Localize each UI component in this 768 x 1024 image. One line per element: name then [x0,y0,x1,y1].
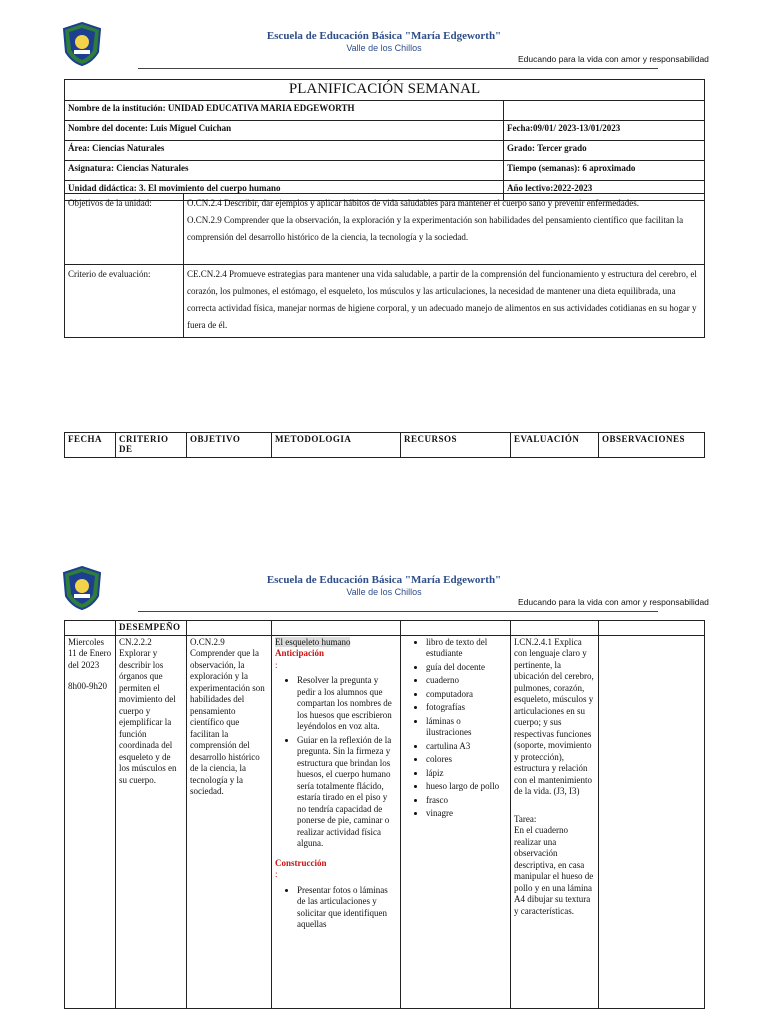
list-item: • Presentar fotos o láminas de las articulaciones y solicitar que identifiquen aquellas [297,885,397,931]
resources-list [404,637,507,820]
col-evaluacion: EVALUACIÓN [511,433,599,458]
col-objetivo: OBJETIVO [187,433,272,458]
col-fecha: FECHA [65,433,116,458]
col-recursos: RECURSOS [401,433,511,458]
school-motto: Educando para la vida con amor y responsabilidad [518,54,709,64]
list-item: • lápiz [426,768,507,780]
col-metodologia: METODOLOGIA [272,433,401,458]
cont-header-empty-6 [599,621,705,636]
cont-header-empty-5 [511,621,599,636]
school-name-page2: Escuela de Educación Básica "María Edgeworth" [266,574,502,586]
construccion-colon: : [275,869,278,879]
unit-cell: Unidad didáctica: 3. El movimiento del cuerpo humano [65,181,504,201]
objective-1: O.CN.2.4 Describir, dar ejemplos y aplicar hábitos de vida saludables para mantener el cuerpo sano y prevenir enfermedades. [187,198,639,208]
anticipacion-colon: : [275,659,278,670]
evaluation-cell [511,635,599,1008]
criterion-cell: CN.2.2.2 Explorar y describir los órganos que permiten el movimiento del cuerpo y ejemplificar la función coordinada del esqueleto y de los músculos en su cuerpo. [116,635,187,1008]
grade-cell: Grado: Tercer grado [504,141,705,161]
col-observaciones: OBSERVACIONES [599,433,705,458]
lesson-time: 8h00-9h20 [68,681,107,691]
list-item: • vinagre [426,808,507,820]
anticipacion-heading: Anticipación [275,648,325,658]
construccion-heading: Construcción [275,857,327,868]
institution-cell: Nombre de la institución: UNIDAD EDUCATIVA MARIA EDGEWORTH [65,101,504,121]
planning-info-table [64,79,705,201]
criterion-label: Criterio de evaluación: [65,265,184,338]
list-item: • guía del docente [426,662,507,674]
school-location-page2: Valle de los Chillos [346,587,422,597]
empty-cell [504,101,705,121]
resources-cell [401,635,511,1008]
cont-header-empty-3 [272,621,401,636]
date-cell: Fecha:09/01/ 2023-13/01/2023 [504,121,705,141]
school-year-cell: Año lectivo:2022-2023 [504,181,705,201]
school-motto-page2: Educando para la vida con amor y responsabilidad [518,597,709,607]
header-divider-page2 [138,611,658,612]
objective-cell: O.CN.2.9 Comprender que la observación, la exploración y la experimentación son habilidades del pensamiento científico que facilitan la comprensión del desarrollo histórico de la ciencia, la tecnología y la sociedad. [187,635,272,1008]
col-desempeno: DESEMPEÑO [116,621,187,636]
methodology-title: El esqueleto humano [275,636,351,647]
lesson-table [64,620,705,1009]
list-item: • fotografías [426,702,507,714]
time-cell: Tiempo (semanas): 6 aproximado [504,161,705,181]
list-item: • cuaderno [426,675,507,687]
lesson-date: Miercoles 11 de Enero del 2023 [68,636,112,670]
objectives-label: Objetivos de la unidad: [65,194,184,265]
list-item: • frasco [426,795,507,807]
subject-cell: Asignatura: Ciencias Naturales [65,161,504,181]
list-item: • libro de texto del estudiante [426,637,507,660]
list-item: • láminas o ilustraciones [426,716,507,739]
list-item: • Resolver la pregunta y pedir a los alumnos que compartan los nombres de los huesos que escribieron leyéndolos en voz alta. [297,675,397,733]
list-item: • hueso largo de pollo [426,781,507,793]
cont-header-empty-4 [401,621,511,636]
school-name: Escuela de Educación Básica "María Edgeworth" [266,30,502,42]
homework-text: En el cuaderno realizar una observación descriptiva, en casa manipular el hueso de pollo y en una lámina A4 dibujar su textura y características. [514,825,594,916]
objectives-text [184,194,705,265]
criterion-text: CE.CN.2.4 Promueve estrategias para mantener una vida saludable, a partir de la comprensión del funcionamiento y estructura del cerebro, el corazón, los pulmones, el estómago, el esqueleto, los músculos y las articulaciones, la necesidad de mantener una dieta equilibrada, una correcta actividad física, manejar normas de higiene corporal, y un adecuado manejo de alimentos en sus actividades cotidianas en su hogar y fuera de él. [184,265,705,338]
anticipacion-list [275,675,397,850]
list-item: • colores [426,754,507,766]
area-cell: Área: Ciencias Naturales [65,141,504,161]
homework-label: Tarea: [514,813,537,824]
date-cell [65,635,116,1008]
observations-cell [599,635,705,1008]
cont-header-empty-1 [65,621,116,636]
evaluation-indicator: I.CN.2.4.1 Explica con lenguaje claro y pertinente, la ubicación del cerebro, pulmones, corazón, esqueleto, músculos y articulaciones en su cuerpo; y sus respectivas funciones (soporte, movimiento y protección), estructura y relación con el mantenimiento de la vida. (J3, I3) [514,636,594,796]
methodology-cell [272,635,401,1008]
header-divider [138,68,658,69]
construccion-list [275,885,397,931]
list-item: • cartulina A3 [426,741,507,753]
school-location: Valle de los Chillos [346,43,422,53]
list-item: • Guiar en la reflexión de la pregunta. Sin la firmeza y estructura que brindan los huesos, el cuerpo humano sería totalmente flácido, estaría tirado en el piso y no tendría capacidad de ponerse de pie, caminar o realizar actividad física alguna. [297,735,397,850]
lesson-header-table [64,432,705,458]
page-title: PLANIFICACIÓN SEMANAL [65,80,705,101]
cont-header-empty-2 [187,621,272,636]
list-item: • computadora [426,689,507,701]
teacher-cell: Nombre del docente: Luis Miguel Cuichan [65,121,504,141]
objective-2: O.CN.2.9 Comprender que la observación, la exploración y la experimentación son habilidades del pensamiento científico que facilitan la comprensión del desarrollo histórico de la ciencia, la tecnología y la sociedad. [187,215,684,242]
col-criterio: CRITERIO DE [116,433,187,458]
objectives-table [64,193,705,338]
